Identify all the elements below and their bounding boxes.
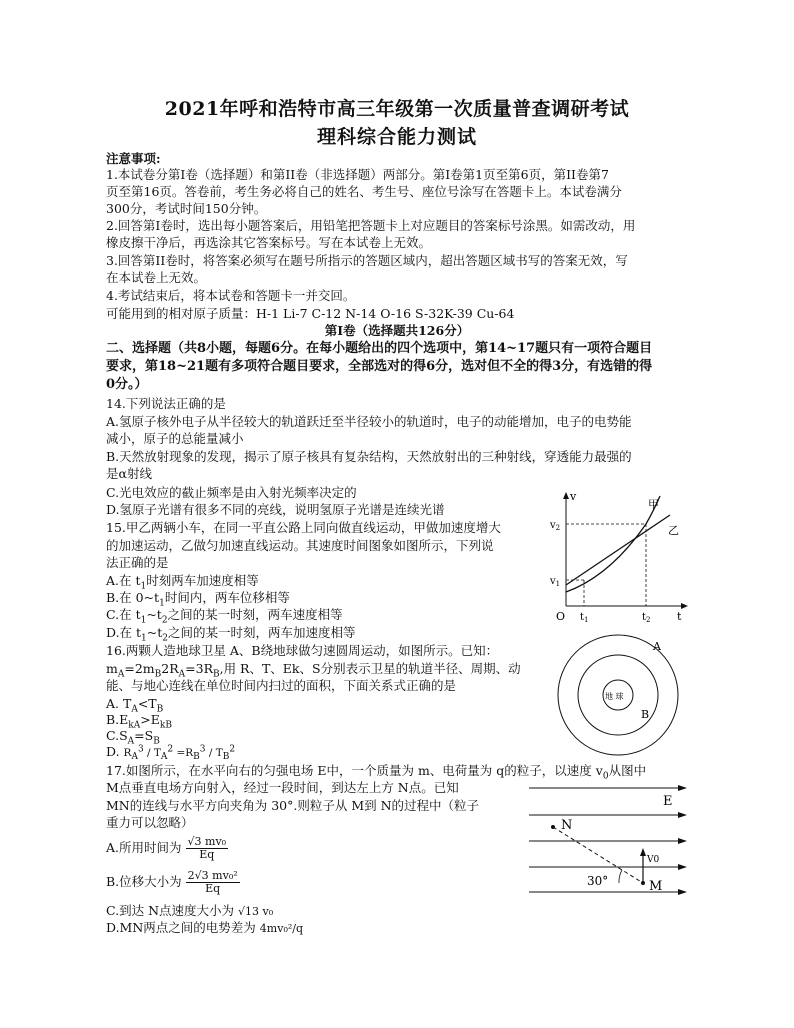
notice-line: 2.回答第I卷时，选出每小题答案后，用铅笔把答题卡上对应题目的答案标号涂黑。如需改动，用	[106, 218, 636, 233]
point-m-label: M	[649, 879, 663, 894]
satellite-b-label: B	[641, 708, 650, 721]
section-heading: 二、选择题（共8小题，每题6分。在每小题给出的四个选项中，第14~17题只有一项符合题目	[106, 341, 653, 356]
origin-label: O	[556, 610, 566, 623]
question-17-stem: 重力可以忽略）	[106, 815, 194, 830]
option-a: A. $T_A<T_B$	[106, 696, 164, 715]
option-d: D.在 $t_1\sim t_2$之间的某一时刻，两车加速度相等	[106, 625, 356, 644]
field-line-arrow	[678, 838, 687, 844]
question-16-stem: $m_A=2m_B2R_A=3R_B$,用 R、T、Ek、S分别表示卫星的轨道半径、周期、动	[106, 661, 521, 680]
option-d: D.MN两点之间的电势差为 4mv₀²/q	[106, 920, 304, 935]
section-heading: 要求，第18~21题有多项符合题目要求，全部选对的得6分，选对但不全的得3分，有选错的得	[106, 359, 653, 374]
angle-label: 30°	[587, 874, 609, 888]
field-line-arrow	[678, 812, 687, 818]
option-b: $B.E_{kA}>E_{kB}$	[106, 712, 172, 731]
page-subtitle: 理科综合能力测试	[316, 126, 477, 148]
earth-label: 地 球	[605, 692, 624, 701]
orbit-figure	[555, 630, 685, 760]
field-line-arrow	[678, 889, 687, 895]
notice-line: 页至第16页。答卷前，考生务必将自己的姓名、考生号、座位号涂写在答题卡上。本试卷满分	[106, 184, 622, 199]
v0-label: V0	[647, 855, 660, 865]
velocity-time-figure	[550, 488, 690, 626]
option-d: D.氢原子光谱有很多不同的亮线，说明氢原子光谱是连续光谱	[106, 502, 445, 517]
option-b: B.天然放射现象的发现，揭示了原子核具有复杂结构，天然放射出的三种射线，穿透能力最强的	[106, 449, 632, 464]
t2-label: $t_2$	[642, 612, 651, 624]
option-b: B.在 $0\sim t_1$时间内，两车位移相等	[106, 590, 290, 609]
angle-arc	[619, 870, 622, 883]
section-heading: 0分。）	[106, 377, 148, 392]
notice-line: 4.考试结束后，将本试卷和答题卡一并交回。	[106, 288, 356, 303]
question-17-stem: 17.如图所示，在水平向右的匀强电场 E中，一个质量为 m、电荷量为 q的粒子，以速度 $v_0$从图中	[106, 763, 647, 782]
satellite-a-label: A	[653, 640, 661, 653]
page-title: 2021年呼和浩特市高三年级第一次质量普查调研考试	[164, 98, 630, 120]
notice-line: 3.回答第II卷时，将答案必须写在题号所指示的答题区域内，超出答题区域书写的答案无效，写	[106, 253, 628, 268]
v0-arrowhead	[640, 848, 646, 856]
option-b: 是α射线	[106, 466, 152, 481]
part1-heading: 第I卷（选择题共126分）	[324, 323, 470, 338]
v1-label: $v_1$	[550, 576, 561, 588]
option-d: D. $R_A^3 / T_A^2 =R_B^3 / T_B^2$	[106, 744, 236, 763]
option-c: $C.S_A=S_B$	[106, 728, 160, 747]
option-a: A.氢原子核外电子从半径较大的轨道跃迁至半径较小的轨道时，电子的动能增加，电子的电势能	[106, 414, 632, 429]
question-16-stem: 能、与地心连线在单位时间内扫过的面积，下面关系式正确的是	[106, 678, 457, 693]
question-15-stem: 法正确的是	[106, 555, 169, 570]
line-yi	[566, 515, 670, 585]
option-c: C.到达 N点速度大小为 √13 v₀	[106, 903, 274, 918]
option-b: B.位移大小为 $\frac{\text{2√3 mv₀²}}{Eq}$	[106, 869, 238, 895]
notice-line: 橡皮擦干净后，再选涂其它答案标号。写在本试卷上无效。	[106, 235, 432, 250]
t1-label: $t_1$	[580, 612, 589, 624]
question-17-stem: M点垂直电场方向射入，经过一段时间，到达左上方 N点。已知	[106, 780, 459, 795]
field-line-arrow	[678, 785, 687, 791]
question-17-stem: MN的连线与水平方向夹角为 30°.则粒子从 M到 N的过程中（粒子	[106, 798, 480, 813]
notice-heading: 注意事项:	[106, 151, 161, 166]
option-c: C.在 $t_1\sim t_2$之间的某一时刻，两车速度相等	[106, 607, 343, 626]
question-15-stem: 的加速运动，乙做匀加速直线运动。其速度时间图象如图所示，下列说	[106, 538, 494, 553]
v-axis-label: v	[570, 490, 577, 503]
field-line-arrow	[678, 864, 687, 870]
option-a: A.所用时间为 $\frac{\text{√3 mv₀}}{Eq}$	[106, 835, 227, 861]
field-e-label: E	[663, 794, 673, 809]
notice-line: 1.本试卷分第I卷（选择题）和第II卷（非选择题）两部分。第I卷第1页至第6页，第II卷第7	[106, 167, 609, 182]
atomic-mass-line: 可能用到的相对原子质量：H-1 Li-7 C-12 N-14 O-16 S-32K-39 Cu-64	[106, 306, 515, 321]
v2-label: $v_2$	[550, 520, 561, 532]
yi-label: 乙	[668, 524, 679, 537]
question-16-stem: 16.两颗人造地球卫星 A、B绕地球做匀速圆周运动，如图所示。已知：	[106, 643, 499, 658]
point-n-label: N	[561, 818, 573, 833]
question-14-stem: 14.下列说法正确的是	[106, 396, 226, 411]
option-c: C.光电效应的截止频率是由入射光频率决定的	[106, 485, 357, 500]
option-a: 减小，原子的总能量减小	[106, 431, 244, 446]
point-n	[551, 825, 555, 829]
question-15-stem: 15.甲乙两辆小车，在同一平直公路上同向做直线运动，甲做加速度增大	[106, 520, 501, 535]
option-a: A.在 $t_1$时刻两车加速度相等	[106, 573, 259, 592]
t-axis-label: t	[677, 610, 682, 623]
jia-label: 甲	[648, 498, 659, 511]
electric-field-figure	[525, 778, 695, 902]
t-axis-arrow	[681, 603, 688, 609]
notice-line: 在本试卷上无效。	[106, 270, 207, 285]
v-axis-arrow	[563, 492, 569, 499]
notice-line: 300分，考试时间150分钟。	[106, 201, 267, 216]
